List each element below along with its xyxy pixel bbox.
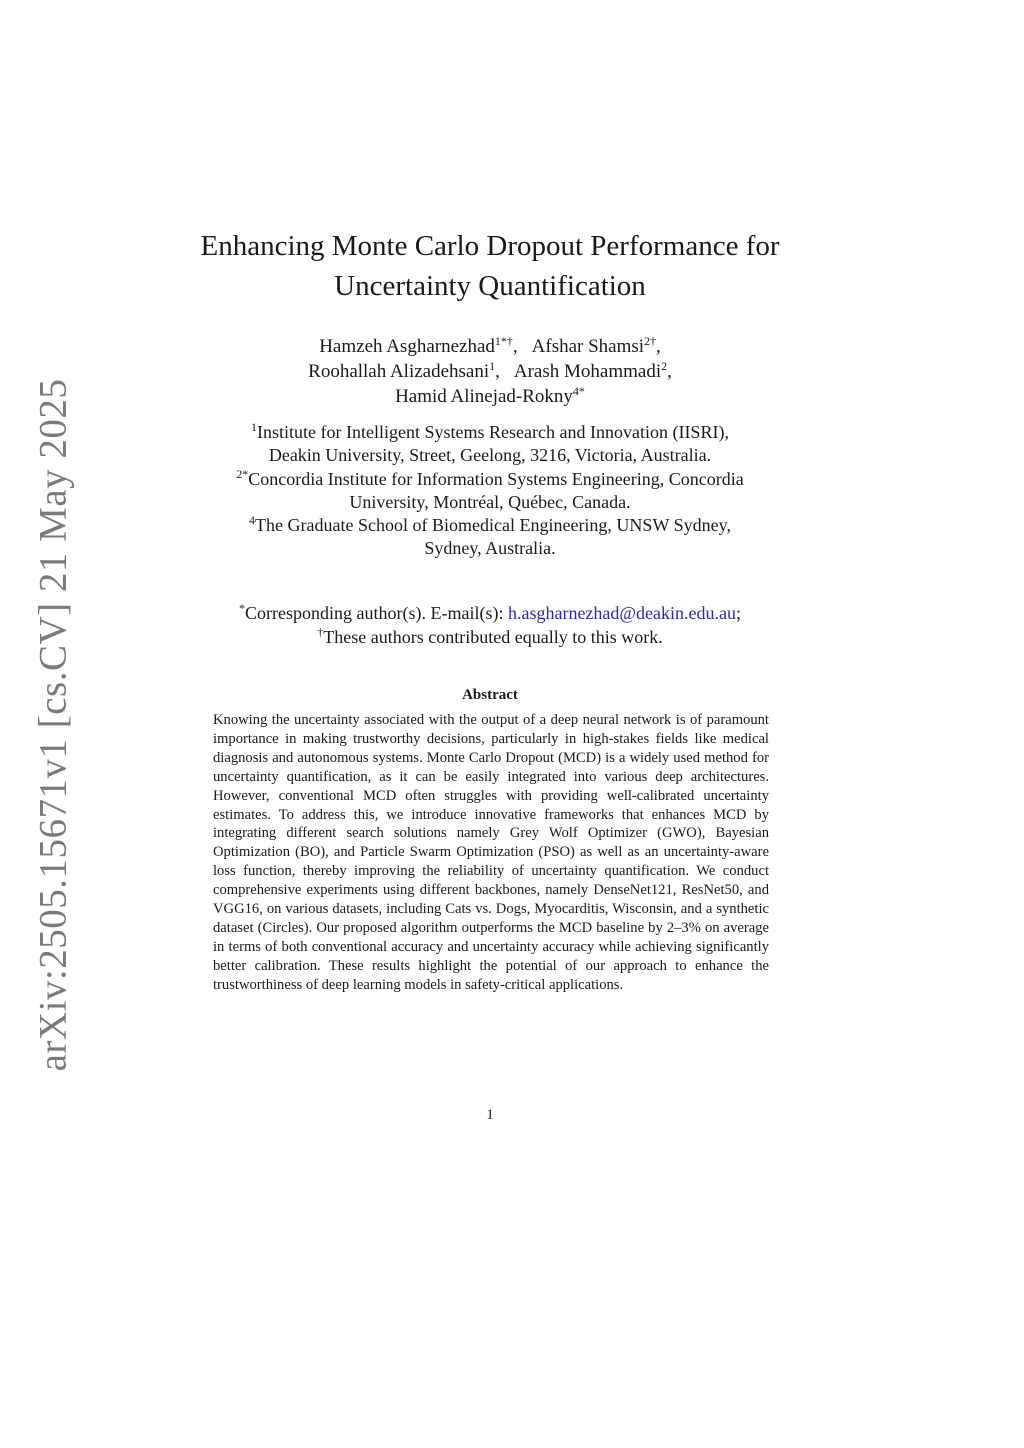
corresponding-email-link[interactable]: h.asgharnezhad@deakin.edu.au bbox=[507, 603, 736, 623]
affiliation-line: Institute for Intelligent Systems Research and Innovation (IISRI), bbox=[257, 422, 729, 442]
author-separator: , bbox=[667, 361, 672, 382]
author-affiliation-mark: 4* bbox=[572, 384, 585, 398]
author-affiliation-mark: 2 bbox=[661, 359, 668, 373]
equal-contribution-mark: † bbox=[317, 625, 324, 639]
corresponding-suffix: ; bbox=[735, 603, 741, 623]
page-number: 1 bbox=[486, 1107, 494, 1123]
affiliation-line: Sydney, Australia. bbox=[424, 538, 556, 559]
corresponding-prefix: Corresponding author(s). E-mail(s): bbox=[245, 603, 508, 623]
abstract-heading: Abstract bbox=[462, 687, 518, 703]
affiliation-line: Deakin University, Street, Geelong, 3216, Victoria, Australia. bbox=[268, 445, 712, 466]
title-line-2: Uncertainty Quantification bbox=[334, 270, 646, 302]
author-separator: , bbox=[656, 336, 661, 357]
corresponding-mark: * bbox=[239, 601, 246, 615]
paper-title bbox=[150, 226, 830, 306]
author-name: Hamzeh Asgharnezhad bbox=[319, 336, 495, 357]
affiliation-line: Concordia Institute for Information Systems Engineering, Concordia bbox=[248, 468, 744, 489]
corresponding-author-note bbox=[150, 601, 830, 649]
author-affiliation-mark: 1*† bbox=[494, 334, 513, 348]
author-list bbox=[150, 334, 830, 409]
author-separator: , bbox=[512, 336, 518, 357]
author-separator: , bbox=[495, 361, 500, 382]
affiliation-list bbox=[150, 421, 830, 561]
author-name: Roohallah Alizadehsani bbox=[308, 361, 490, 382]
author-name: Hamid Alinejad-Rokny bbox=[395, 386, 573, 407]
arxiv-identifier-stamp: arXiv:2505.15671v1 [cs.CV] 21 May 2025 bbox=[31, 378, 75, 1072]
author-affiliation-mark: 2† bbox=[644, 334, 657, 348]
author-name: Afshar Shamsi bbox=[531, 336, 645, 357]
affiliation-line: The Graduate School of Biomedical Engineering, UNSW Sydney, bbox=[255, 515, 731, 536]
affiliation-mark: 2* bbox=[236, 466, 249, 481]
title-line-1: Enhancing Monte Carlo Dropout Performance for bbox=[200, 230, 780, 262]
abstract-text: Knowing the uncertainty associated with the output of a deep neural network is of paramount importance in making trustworthy decisions, particularly in high-stakes fields like medical diagnosis and autonomous systems. Monte Carlo Dropout (MCD) is a widely used method for uncertainty quantification, as it can be easily integrated into various deep architectures. However, conventional MCD often struggles with providing well-calibrated uncertainty estimates. To address this, we introduce innovative frameworks that enhances MCD by integrating different search solutions namely Grey Wolf Optimizer (GWO), Bayesian Optimization (BO), and Particle Swarm Optimization (PSO) as well as an uncertainty-aware loss function, thereby improving the reliability of uncertainty quantification. We conduct comprehensive experiments using different backbones, namely DenseNet121, ResNet50, and VGG16, on various datasets, including Cats vs. Dogs, Myocarditis, Wisconsin, and a synthetic dataset (Circles). Our proposed algorithm outperforms the MCD baseline by 2–3% on average in terms of both conventional accuracy and uncertainty accuracy while achieving significantly better calibration. These results highlight the potential of our approach to enhance the trustworthiness of deep learning models in safety-critical applications. bbox=[213, 712, 769, 993]
affiliation-mark: 4 bbox=[249, 513, 256, 528]
affiliation-mark: 1 bbox=[251, 420, 258, 434]
author-name: Arash Mohammadi bbox=[513, 361, 662, 382]
author-affiliation-mark: 1 bbox=[489, 359, 496, 373]
equal-contribution-note: These authors contributed equally to this work. bbox=[323, 627, 663, 647]
affiliation-line: University, Montréal, Québec, Canada. bbox=[349, 491, 631, 512]
